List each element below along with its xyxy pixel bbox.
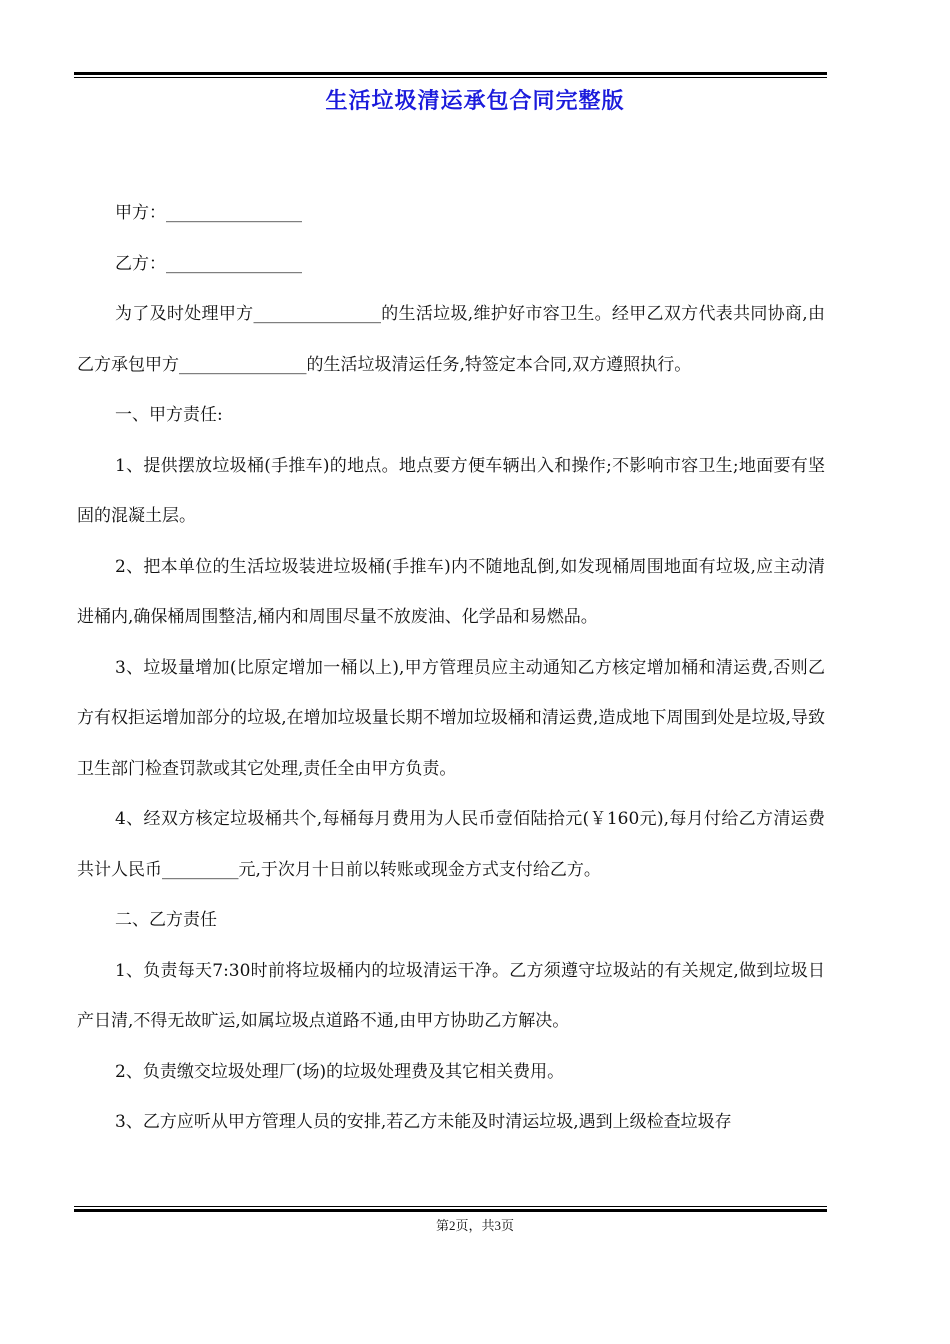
section-heading-party-b: 二、乙方责任 bbox=[115, 910, 217, 930]
header-rule bbox=[74, 72, 827, 75]
clause-a1: 1、提供摆放垃圾桶(手推车)的地点。地点要方便车辆出入和操作;不影响市容卫生;地面要有坚固的混凝土层。 bbox=[77, 455, 825, 526]
footer-rule-thin bbox=[74, 1206, 827, 1207]
party-b-line: 乙方：________________ bbox=[115, 253, 302, 274]
clause-a3: 3、垃圾量增加(比原定增加一桶以上),甲方管理员应主动通知乙方核定增加桶和清运费,否则乙方有权拒运增加部分的垃圾,在增加垃圾量长期不增加垃圾桶和清运费,造成地下周围到处是垃圾,导致卫生部门检查罚款或其它处理,责任全由甲方负责。 bbox=[77, 657, 825, 779]
document-body bbox=[77, 188, 825, 1148]
clause-b1: 1、负责每天7:30时前将垃圾桶内的垃圾清运干净。乙方须遵守垃圾站的有关规定,做到垃圾日产日清,不得无故旷运,如属垃圾点道路不通,由甲方协助乙方解决。 bbox=[77, 960, 825, 1031]
header-rule-thin bbox=[74, 77, 827, 78]
clause-a2: 2、把本单位的生活垃圾装进垃圾桶(手推车)内不随地乱倒,如发现桶周围地面有垃圾,应主动清进桶内,确保桶周围整洁,桶内和周围尽量不放废油、化学品和易燃品。 bbox=[77, 556, 825, 627]
clause-b2: 2、负责缴交垃圾处理厂(场)的垃圾处理费及其它相关费用。 bbox=[115, 1061, 565, 1082]
footer-rule bbox=[74, 1209, 827, 1212]
section-heading-party-a: 一、甲方责任: bbox=[115, 405, 223, 425]
document-title: 生活垃圾清运承包合同完整版 bbox=[325, 89, 625, 114]
page-number: 第2页，共3页 bbox=[435, 1218, 514, 1233]
clause-b3: 3、乙方应听从甲方管理人员的安排,若乙方未能及时清运垃圾,遇到上级检查垃圾存 bbox=[115, 1112, 732, 1132]
clause-a4: 4、经双方核定垃圾桶共个,每桶每月费用为人民币壹佰陆拾元(￥160元),每月付给乙方清运费共计人民币_________元,于次月十日前以转账或现金方式支付给乙方。 bbox=[77, 809, 825, 880]
party-a-line: 甲方：________________ bbox=[115, 203, 302, 223]
preamble-paragraph: 为了及时处理甲方_______________的生活垃圾,维护好市容卫生。经甲乙双方代表共同协商,由乙方承包甲方_______________的生活垃圾清运任务,特签定本合同,双方遵照执行。 bbox=[77, 304, 825, 375]
